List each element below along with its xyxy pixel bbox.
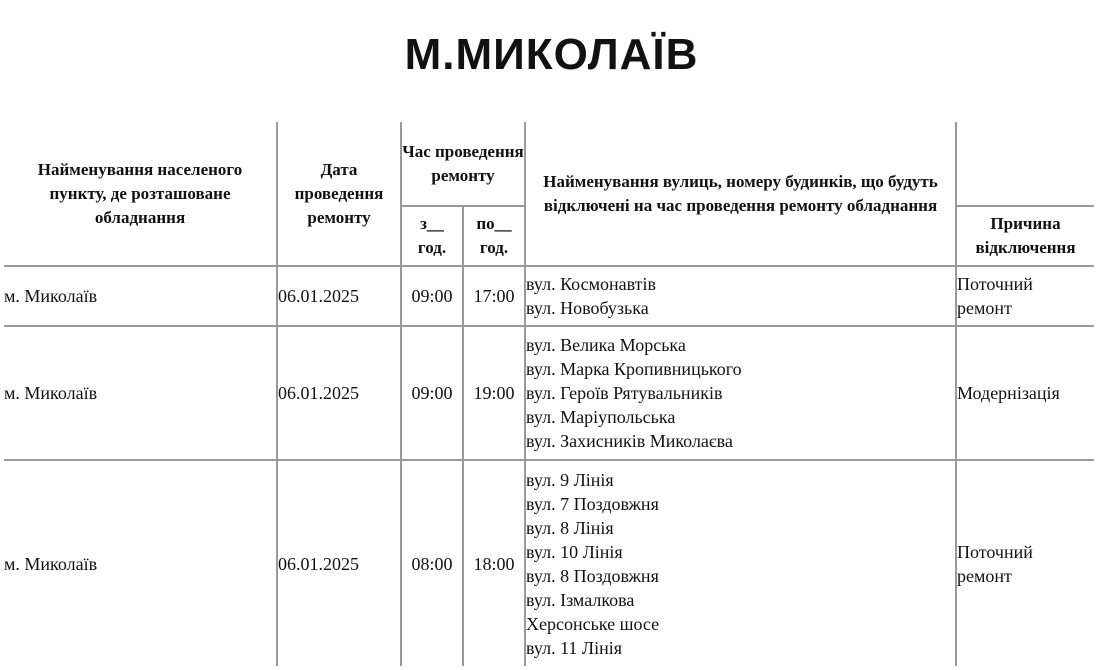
time-to-cell: 19:00 (463, 326, 525, 460)
header-streets: Найменування вулиць, номеру будинків, що будуть відключені на час проведення ремонту обладнання (525, 122, 956, 266)
page-title: М.МИКОЛАЇВ (404, 30, 699, 79)
reason-text: Модернізація (957, 383, 1060, 403)
reason-text: Поточний ремонт (957, 274, 1033, 318)
street-item: вул. 10 Лінія (526, 541, 623, 562)
street-item: вул. Велика Морська (526, 335, 686, 355)
street-item: вул. Маріупольська (526, 407, 676, 427)
time-from-cell: 09:00 (401, 266, 463, 326)
streets-cell (525, 326, 956, 460)
streets-cell (525, 266, 956, 326)
street-item: вул. 8 Лінія (526, 517, 614, 538)
header-time: Час проведення ремонту (401, 122, 525, 206)
time-to-cell: 17:00 (463, 266, 525, 326)
time-to-cell: 18:00 (463, 460, 525, 666)
date-cell: 06.01.2025 (277, 326, 401, 460)
street-item: вул. 8 Поздовжня (526, 565, 659, 586)
reason-cell (956, 326, 1094, 460)
street-item: вул. 9 Лінія (526, 469, 614, 490)
place-cell: м. Миколаїв (4, 326, 277, 460)
date-cell: 06.01.2025 (277, 460, 401, 666)
place-cell: м. Миколаїв (4, 266, 277, 326)
table-row (4, 326, 1094, 460)
reason-cell (956, 460, 1094, 666)
street-item: вул. 11 Лінія (526, 637, 623, 658)
header-date: Дата проведення ремонту (277, 122, 401, 266)
header-place: Найменування населеного пункту, де розташоване обладнання (4, 122, 277, 266)
street-item: вул. Героїв Рятувальників (526, 383, 723, 403)
header-reason-spacer (956, 122, 1094, 206)
time-from-cell: 08:00 (401, 460, 463, 666)
outage-schedule-table (4, 122, 1094, 666)
street-item: вул. Марка Кропивницького (526, 359, 742, 379)
table-row (4, 460, 1094, 666)
street-item: вул. Ізмалкова (526, 589, 635, 610)
reason-text: Поточний ремонт (957, 541, 1033, 586)
street-item: вул. Новобузька (526, 298, 649, 318)
place-cell: м. Миколаїв (4, 460, 277, 666)
header-reason: Причина відключення (956, 206, 1094, 266)
street-item: Херсонське шосе (526, 613, 660, 634)
header-time-from: з__ год. (401, 206, 463, 266)
header-time-to: по__ год. (463, 206, 525, 266)
table-row (4, 266, 1094, 326)
date-cell: 06.01.2025 (277, 266, 401, 326)
street-item: вул. 7 Поздовжня (526, 493, 659, 514)
street-item: вул. Космонавтів (526, 274, 657, 294)
time-from-cell: 09:00 (401, 326, 463, 460)
street-item: вул. Захисників Миколаєва (526, 431, 733, 451)
streets-cell (525, 460, 956, 666)
reason-cell (956, 266, 1094, 326)
